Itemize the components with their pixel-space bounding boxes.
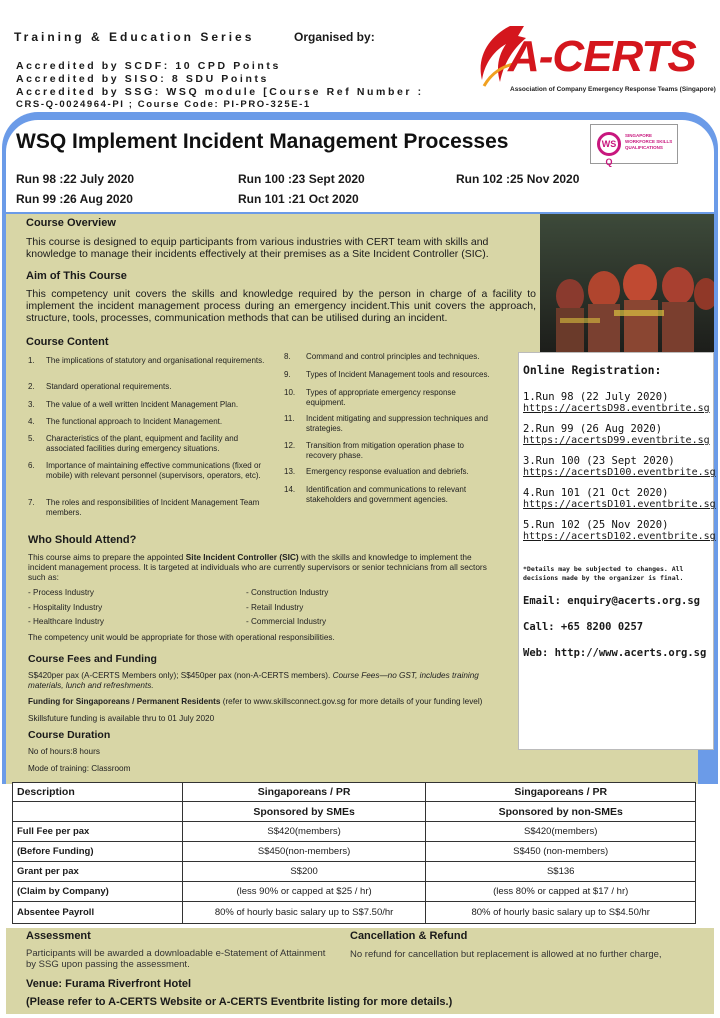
table-cell: S$420(members) [182,822,426,842]
content-item: Emergency response evaluation and debriefs. [306,467,469,476]
content-item: Command and control principles and techniques. [306,352,480,361]
industry-item: - Construction Industry [246,588,329,597]
contact-web[interactable]: Web: http://www.acerts.org.sg [523,647,707,659]
table-cell: 80% of hourly basic salary up to S$7.50/hr [182,902,426,924]
table-header-nonsme-sub: Sponsored by non-SMEs [426,802,696,822]
content-item: Identification and communications to relevant stakeholders and government agencies. [306,485,467,504]
attend-heading: Who Should Attend? [28,534,137,546]
table-row-label: Grant per pax [13,862,183,882]
fees-table [12,782,696,924]
registration-note: *Details may be subjected to changes. All decisions made by the organizer is final. [523,565,684,582]
table-cell [13,802,183,822]
content-item: Types of Incident Management tools and resources. [306,370,490,379]
venue-note: (Please refer to A-CERTS Website or A-CERTS Eventbrite listing for more details.) [26,996,453,1008]
attend-note: The competency unit would be appropriate for those with operational responsibilities. [28,633,335,642]
funding-text: Funding for Singaporeans / Permanent Residents (refer to www.skillsconnect.gov.sg for more details of your funding level) [28,697,483,706]
registration-link[interactable]: https://acertsD102.eventbrite.sg [523,531,716,542]
aim-text: This competency unit covers the skills and knowledge required by the person in charge of a facility to implement the incident management process during an emergency incident.This unit covers the approach, structure, tools, processes, communication methods that can be utilised during an incident. [26,288,536,324]
course-title: WSQ Implement Incident Management Processes [16,130,509,153]
industry-item: - Hospitality Industry [28,603,103,612]
run-99: Run 99 :26 Aug 2020 [16,192,133,206]
registration-run: 3.Run 100 (23 Sept 2020) [523,455,675,467]
content-item: The value of a well written Incident Management Plan. [46,400,239,409]
industry-item: - Healthcare Industry [28,617,104,626]
registration-run: 2.Run 99 (26 Aug 2020) [523,423,663,435]
overview-text: This course is designed to equip participants from various industries with CERT team with skills and knowledge to manage their incidents effectively at their premises as a Site Incident Controller (SIC). [26,236,489,260]
table-row-label: (Claim by Company) [13,882,183,902]
content-item: Importance of maintaining effective communications (fixed or mobile) with relevant personnel (supervisors, operators, etc). [46,461,262,480]
content-item: The roles and responsibilities of Incident Management Team members. [46,498,260,517]
registration-panel [518,352,714,750]
cancellation-heading: Cancellation & Refund [350,930,468,942]
content-item: Standard operational requirements. [46,382,172,391]
table-header-sme-sub: Sponsored by SMEs [182,802,426,822]
registration-heading: Online Registration: [523,363,662,377]
industry-item: - Retail Industry [246,603,304,612]
overview-heading: Course Overview [26,217,116,229]
industry-item: - Process Industry [28,588,94,597]
table-cell: S$420(members) [426,822,696,842]
training-mode: Mode of training: Classroom [28,764,131,773]
table-cell: S$200 [182,862,426,882]
wsq-badge-text: SINGAPORE WORKFORCE SKILLS QUALIFICATIONS [625,133,673,150]
fees-heading: Course Fees and Funding [28,653,157,665]
industry-item: - Commercial Industry [246,617,327,626]
registration-run: 5.Run 102 (25 Nov 2020) [523,519,669,531]
logo-name: A-CERTS [508,32,696,81]
registration-link[interactable]: https://acertsD98.eventbrite.sg [523,403,710,414]
content-item: Types of appropriate emergency response equipment. [306,388,456,407]
header [0,0,720,112]
accreditation-ssg: Accredited by SSG: WSQ module [Course Ref Number : [16,86,424,98]
content-num: 2. [28,382,35,391]
table-cell: S$450 (non-members) [426,842,696,862]
table-cell: (less 90% or capped at $25 / hr) [182,882,426,902]
content-num: 14. [284,485,296,494]
content-heading: Course Content [26,336,109,348]
run-100: Run 100 :23 Sept 2020 [238,172,365,186]
table-cell: (less 80% or capped at $17 / hr) [426,882,696,902]
run-101: Run 101 :21 Oct 2020 [238,192,359,206]
table-row-label: (Before Funding) [13,842,183,862]
table-header-sme: Singaporeans / PR [182,783,426,802]
venue-label: Venue: Furama Riverfront Hotel [26,978,192,990]
content-num: 11. [284,414,295,423]
wsq-logo-icon: WS Q [597,132,621,156]
run-102: Run 102 :25 Nov 2020 [456,172,580,186]
content-num: 12. [284,441,296,450]
accreditation-scdf: Accredited by SCDF: 10 CPD Points [16,60,281,72]
content-num: 13. [284,467,296,476]
table-header-description: Description [13,783,183,802]
duration-heading: Course Duration [28,729,111,741]
registration-link[interactable]: https://acertsD101.eventbrite.sg [523,499,716,510]
content-item: Characteristics of the plant, equipment and facility and associated facilities during emergency situations. [46,434,239,453]
table-cell: 80% of hourly basic salary up to S$4.50/hr [426,902,696,924]
duration-hours: No of hours:8 hours [28,747,100,756]
content-item: Transition from mitigation operation phase to recovery phase. [306,441,465,460]
content-num: 1. [28,356,35,365]
fees-text: S$420per pax (A-CERTS Members only); S$450per pax (non-A-CERTS members). Course Fees—no GST, includes training materials, lunch and refreshments. [28,671,479,690]
table-header-nonsme: Singaporeans / PR [426,783,696,802]
cancellation-text: No refund for cancellation but replacement is allowed at no further charge, [350,949,662,960]
accreditation-siso: Accredited by SISO: 8 SDU Points [16,73,269,85]
content-num: 6. [28,461,35,470]
registration-run: 1.Run 98 (22 July 2020) [523,391,669,403]
contact-email[interactable]: Email: enquiry@acerts.org.sg [523,595,701,607]
logo-subtitle: Association of Company Emergency Response Teams (Singapore) [510,86,716,93]
assessment-heading: Assessment [26,930,91,942]
aim-heading: Aim of This Course [26,270,127,282]
registration-link[interactable]: https://acertsD99.eventbrite.sg [523,435,710,446]
table-row-label: Full Fee per pax [13,822,183,842]
content-item: The functional approach to Incident Management. [46,417,223,426]
wsq-badge [590,124,678,167]
table-row-label: Absentee Payroll [13,902,183,924]
registration-link[interactable]: https://acertsD100.eventbrite.sg [523,467,716,478]
content-num: 9. [284,370,291,379]
content-num: 4. [28,417,35,426]
content-item: Incident mitigating and suppression techniques and strategies. [306,414,488,433]
firefighter-photo [540,214,714,354]
content-num: 8. [284,352,291,361]
registration-run: 4.Run 101 (21 Oct 2020) [523,487,669,499]
skillsfuture-text: Skillsfuture funding is available thru to 01 July 2020 [28,714,215,723]
content-item: The implications of statutory and organisational requirements. [46,356,265,365]
run-98: Run 98 :22 July 2020 [16,172,135,186]
table-cell: S$450(non-members) [182,842,426,862]
content-num: 3. [28,400,35,409]
content-num: 7. [28,498,35,507]
organised-by-label: Organised by: [294,30,375,44]
firefighters-image [540,214,714,354]
series-label: Training & Education Series [14,30,255,44]
acerts-logo [470,22,718,100]
content-num: 5. [28,434,35,443]
course-ref: CRS-Q-0024964-PI ; Course Code: PI-PRO-325E-1 [16,99,311,110]
table-cell: S$136 [426,862,696,882]
content-num: 10. [284,388,296,397]
attend-text: This course aims to prepare the appointed Site Incident Controller (SIC) with the skills and knowledge to implement the incident management process. It is targeted at individuals who are currently supervisors or senior technicians from all sectors such as: [28,552,487,582]
contact-phone[interactable]: Call: +65 8200 0257 [523,621,644,633]
assessment-text: Participants will be awarded a downloadable e-Statement of Attainment by SSG upon passing the assessment. [26,948,326,970]
